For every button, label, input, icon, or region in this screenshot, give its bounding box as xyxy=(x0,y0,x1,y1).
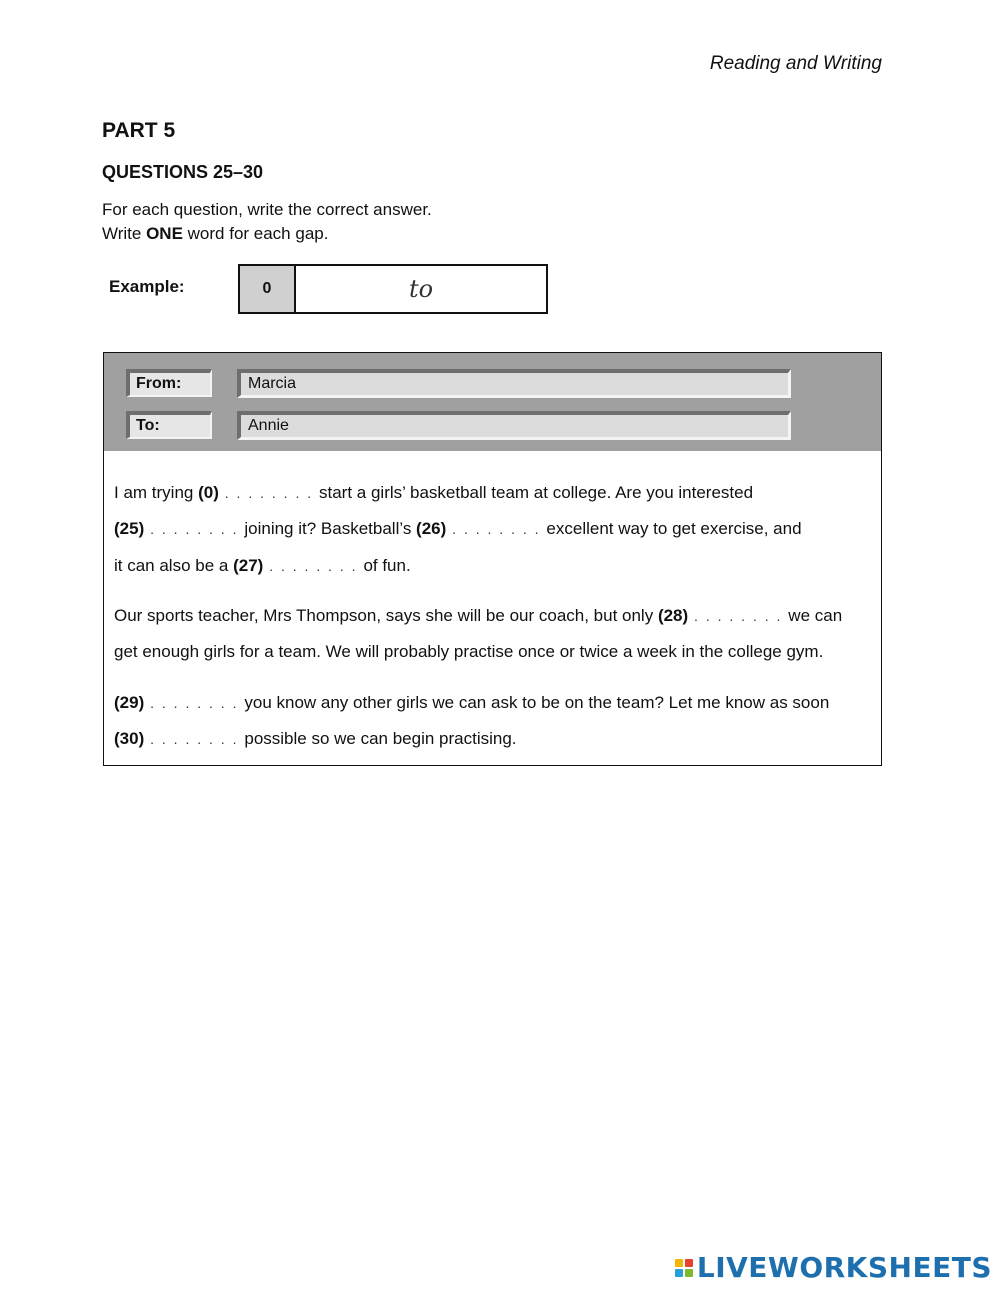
text-segment: you know any other girls we can ask to be on the team? Let me know as soon xyxy=(244,693,830,712)
text-segment: of fun. xyxy=(363,556,411,575)
gap-number: (28) xyxy=(657,606,689,625)
gap-number: (25) xyxy=(114,519,145,538)
gap-number: (30) xyxy=(114,729,145,748)
text-segment: get enough girls for a team. We will probably practise once or twice a week in the college gym. xyxy=(114,642,824,661)
email-line xyxy=(114,642,823,662)
gap-dots: . . . . . . . . xyxy=(688,608,789,624)
email-line xyxy=(114,556,411,576)
text-segment: it can also be a xyxy=(114,556,234,575)
instruction-line-1: For each question, write the correct answer. xyxy=(102,200,432,219)
gap-dots: . . . . . . . . xyxy=(144,695,245,711)
logo-mark-icon xyxy=(675,1259,693,1277)
example-number: 0 xyxy=(240,266,296,312)
email-panel xyxy=(103,352,882,766)
text-segment: we can xyxy=(788,606,843,625)
email-line xyxy=(114,693,829,713)
logo-square xyxy=(685,1269,693,1277)
logo-square xyxy=(675,1269,683,1277)
questions-title: QUESTIONS 25–30 xyxy=(102,162,264,182)
from-label: From: xyxy=(126,369,212,397)
gap-number: (0) xyxy=(198,483,219,502)
liveworksheets-logo xyxy=(675,1251,992,1284)
text-segment: joining it? Basketball’s xyxy=(244,519,417,538)
gap-number: (27) xyxy=(233,556,264,575)
email-header xyxy=(104,353,881,451)
gap-dots: . . . . . . . . xyxy=(218,485,319,501)
instruction-line-2: Write ONE word for each gap. xyxy=(102,224,329,243)
text-segment: possible so we can begin practising. xyxy=(244,729,517,748)
to-field: Annie xyxy=(237,411,791,440)
logo-text: LIVEWORKSHEETS xyxy=(696,1251,992,1284)
email-line xyxy=(114,729,517,749)
example-answer: to xyxy=(408,275,434,303)
example-box xyxy=(238,264,548,314)
gap-dots: . . . . . . . . xyxy=(446,521,547,537)
gap-dots: . . . . . . . . xyxy=(144,731,245,747)
email-line xyxy=(114,606,842,626)
gap-dots: . . . . . . . . xyxy=(263,558,364,574)
to-label: To: xyxy=(126,411,212,439)
text-segment: start a girls’ basketball team at college. Are you interested xyxy=(319,483,754,502)
example-label: Example: xyxy=(109,277,185,296)
section-label: Reading and Writing xyxy=(709,53,882,74)
gap-number: (26) xyxy=(416,519,447,538)
logo-square xyxy=(685,1259,693,1267)
gap-number: (29) xyxy=(114,693,145,712)
gap-dots: . . . . . . . . xyxy=(144,521,245,537)
email-line xyxy=(114,519,802,539)
from-field: Marcia xyxy=(237,369,791,398)
text-segment: I am trying xyxy=(114,483,199,502)
text-segment: excellent way to get exercise, and xyxy=(546,519,802,538)
part-title: PART 5 xyxy=(102,119,176,142)
text-segment: Our sports teacher, Mrs Thompson, says she will be our coach, but only xyxy=(114,606,658,625)
email-line xyxy=(114,483,753,503)
logo-square xyxy=(675,1259,683,1267)
